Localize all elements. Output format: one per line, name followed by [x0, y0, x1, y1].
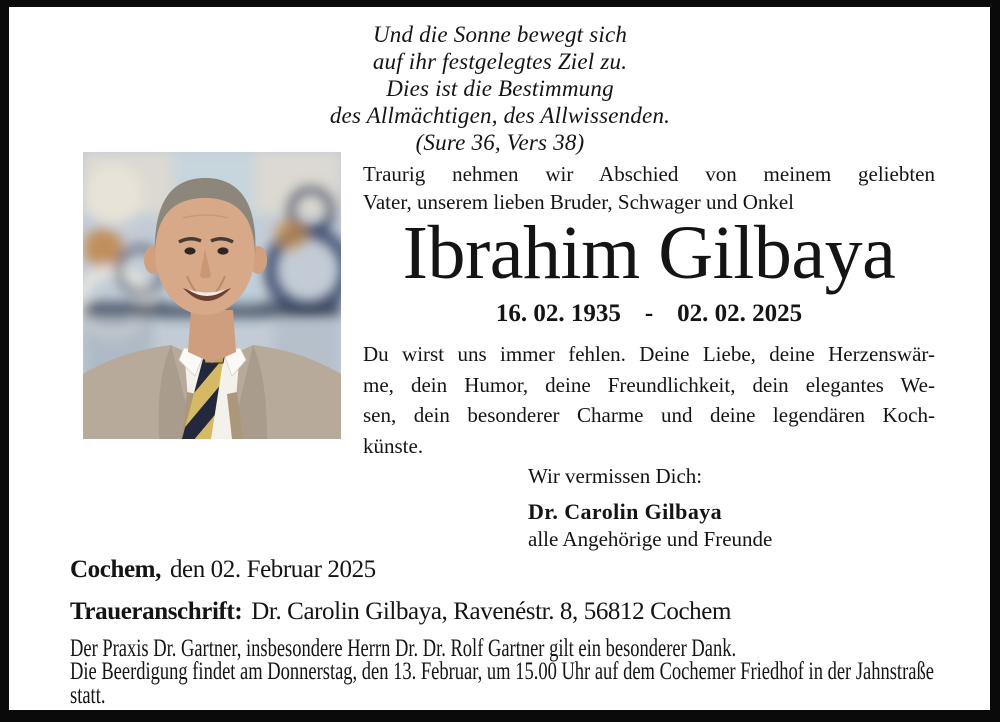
quote-line: auf ihr festgelegtes Ziel zu. [372, 49, 628, 74]
condolence-address-line [70, 598, 731, 626]
intro-line: Traurig nehmen wir Abschied von meinem geliebten [363, 162, 935, 186]
place-date-line [70, 556, 376, 584]
farewell-text: Wir vermissen Dich: [528, 464, 703, 488]
notice-date: den 02. Februar 2025 [169, 556, 376, 583]
mourner-primary: Dr. Carolin Gilbaya [528, 499, 723, 524]
quote-source: (Sure 36, Vers 38) [415, 130, 585, 155]
death-date: 02. 02. 2025 [677, 300, 803, 327]
tribute-line: sen, dein besonderer Charme und deine legendären Koch- [363, 403, 935, 427]
tribute-line: künste. [363, 433, 424, 458]
place-name: Cochem, [70, 556, 161, 583]
mourner-secondary: alle Angehörige und Freunde [528, 527, 773, 551]
date-separator: - [644, 300, 654, 327]
intro-text [363, 160, 935, 216]
deceased-name: Ibrahim Gilbaya [402, 211, 896, 295]
tribute-line: Du wirst uns immer fehlen. Deine Liebe, deine Herzenswär- [363, 342, 935, 366]
quote-line: Dies ist die Bestimmung [386, 76, 614, 101]
funeral-info: Die Beerdigung findet am Donnerstag, den 13. Februar, um 15.00 Uhr auf dem Cochemer Friedhof in der Jahnstraße statt. [70, 658, 934, 709]
tribute-line: me, dein Humor, deine Freundlichkeit, dein elegantes We- [363, 372, 935, 397]
thanks-note: Der Praxis Dr. Gartner, insbesondere Herrn Dr. Dr. Rolf Gartner gilt ein besonderer Dank. [70, 635, 737, 662]
quote-line: des Allmächtigen, des Allwissenden. [329, 103, 671, 128]
mourners-block [528, 463, 772, 553]
life-dates [363, 299, 935, 329]
birth-date: 16. 02. 1935 [495, 300, 621, 327]
quote-block [160, 21, 840, 156]
quote-line: Und die Sonne bewegt sich [372, 22, 628, 47]
tribute-text [363, 339, 935, 461]
intro-line: Vater, unserem lieben Bruder, Schwager und Onkel [363, 190, 795, 214]
portrait-photo [83, 152, 341, 439]
address-value: Dr. Carolin Gilbaya, Ravenéstr. 8, 56812 Cochem [251, 598, 731, 625]
address-label: Traueranschrift: [70, 598, 243, 625]
